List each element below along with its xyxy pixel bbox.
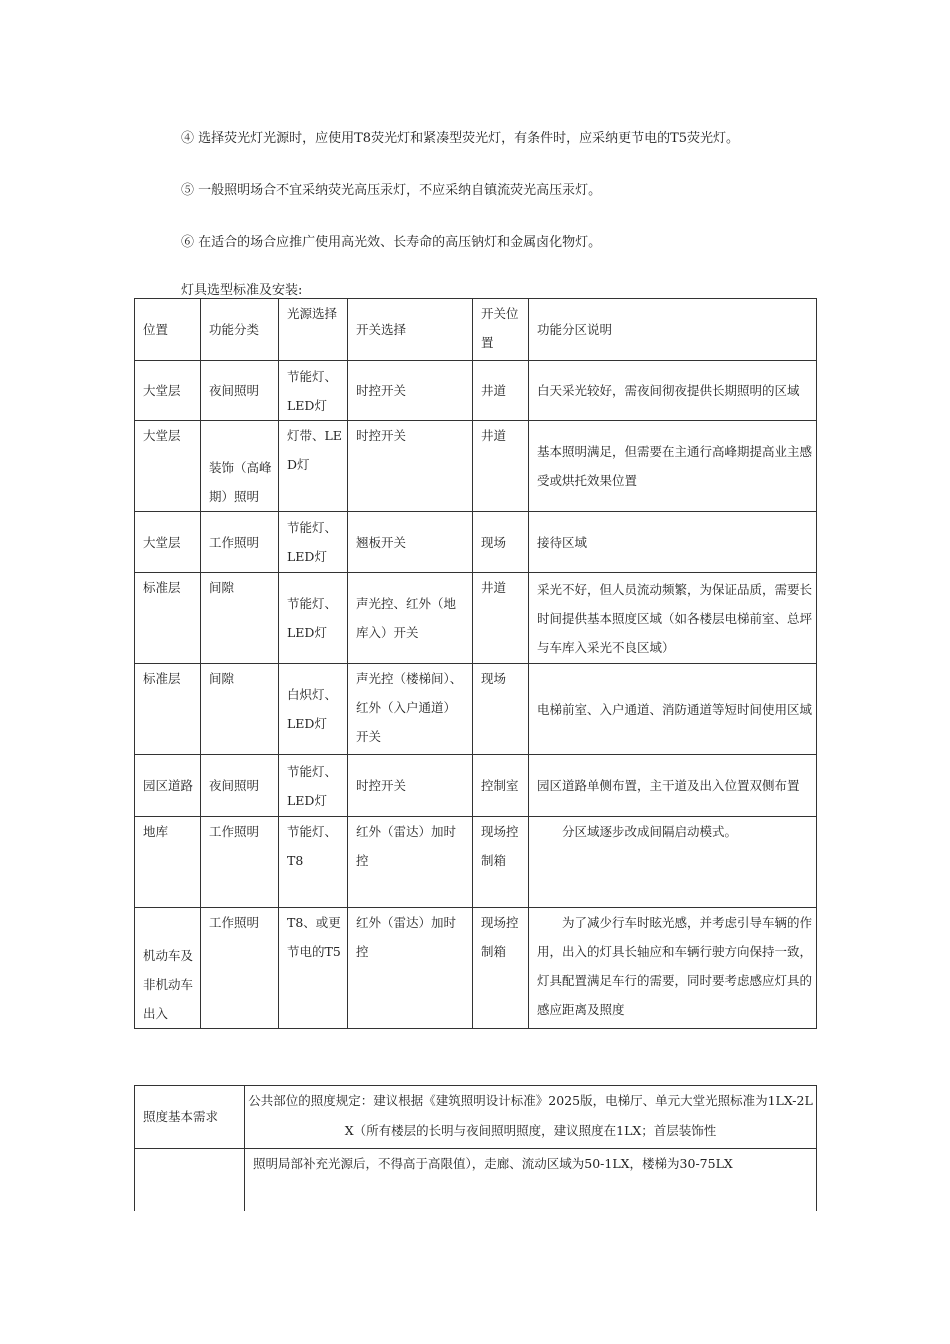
table-row	[135, 573, 817, 664]
table-cell: 园区道路单侧布置，主干道及出入位置双侧布置	[529, 755, 817, 817]
table-cell: 现场	[473, 664, 529, 755]
table-cell: 灯带、LED灯	[279, 421, 348, 512]
illuminance-text-continued: 照明局部补充光源后，不得高于高限值），走廊、流动区域为50-1LX，楼梯为30-75LX	[245, 1149, 817, 1211]
lighting-table	[134, 298, 817, 1029]
table-cell: 园区道路	[135, 755, 201, 817]
table-cell: 井道	[473, 361, 529, 421]
table-cell: 红外（雷达）加时控	[348, 817, 473, 908]
illuminance-label: 照度基本需求	[135, 1086, 245, 1149]
table-cell: 红外（雷达）加时控	[348, 908, 473, 1029]
table-cell: 白天采光较好，需夜间彻夜提供长期照明的区域	[529, 361, 817, 421]
table-cell: 电梯前室、入户通道、消防通道等短时间使用区域	[529, 664, 817, 755]
table-row	[135, 908, 817, 1029]
header-cell: 光源选择	[279, 299, 348, 361]
header-cell: 位置	[135, 299, 201, 361]
table-cell: 接待区域	[529, 512, 817, 573]
table-cell: 基本照明满足，但需要在主通行高峰期提高业主感受或烘托效果位置	[529, 421, 817, 512]
paragraph-4: ④ 选择荧光灯光源时，应使用T8荧光灯和紧凑型荧光灯，有条件时，应采纳更节电的T5荧光灯。	[181, 131, 740, 146]
table-cell: 大堂层	[135, 421, 201, 512]
table-cell: 夜间照明	[201, 361, 279, 421]
table-row	[135, 664, 817, 755]
table-cell: 节能灯、T8	[279, 817, 348, 908]
table-row	[135, 817, 817, 908]
header-cell: 开关位置	[473, 299, 529, 361]
table-cell: 节能灯、LED灯	[279, 361, 348, 421]
table-cell: 井道	[473, 573, 529, 664]
table-row	[135, 512, 817, 573]
table-cell: 声光控（楼梯间）、红外（入户通道）开关	[348, 664, 473, 755]
header-cell: 功能分区说明	[529, 299, 817, 361]
header-cell: 开关选择	[348, 299, 473, 361]
table-cell: 机动车及非机动车出入	[135, 908, 201, 1029]
table-cell: 控制室	[473, 755, 529, 817]
table-cell: T8、或更节电的T5	[279, 908, 348, 1029]
table-cell: 工作照明	[201, 817, 279, 908]
paragraph-5: ⑤ 一般照明场合不宜采纳荧光高压汞灯，不应采纳自镇流荧光高压汞灯。	[181, 183, 602, 198]
paragraph-6: ⑥ 在适合的场合应推广使用高光效、长寿命的高压钠灯和金属卤化物灯。	[181, 235, 602, 250]
table-cell: 大堂层	[135, 512, 201, 573]
table-cell: 井道	[473, 421, 529, 512]
table-row	[135, 1149, 817, 1211]
table-cell: 节能灯、LED灯	[279, 512, 348, 573]
table-cell: 标准层	[135, 664, 201, 755]
table-cell: 时控开关	[348, 361, 473, 421]
table-caption: 灯具选型标准及安装:	[181, 283, 303, 298]
table-cell: 装饰（高峰期）照明	[201, 421, 279, 512]
table-cell: 节能灯、LED灯	[279, 755, 348, 817]
table-header-row	[135, 299, 817, 361]
table-cell: 大堂层	[135, 361, 201, 421]
table-cell: 时控开关	[348, 421, 473, 512]
table-cell: 声光控、红外（地库入）开关	[348, 573, 473, 664]
table-cell: 地库	[135, 817, 201, 908]
table-cell: 现场	[473, 512, 529, 573]
table-cell: 节能灯、LED灯	[279, 573, 348, 664]
table-cell: 采光不好，但人员流动频繁，为保证品质，需要长时间提供基本照度区域（如各楼层电梯前室、总坪与车库入采光不良区域）	[529, 573, 817, 664]
table-row	[135, 755, 817, 817]
table-cell: 现场控制箱	[473, 817, 529, 908]
table-cell: 为了减少行车时眩光感，并考虑引导车辆的作用，出入的灯具长轴应和车辆行驶方向保持一致，灯具配置满足车行的需要，同时要考虑感应灯具的感应距离及照度	[529, 908, 817, 1029]
table-cell: 工作照明	[201, 908, 279, 1029]
illuminance-text: 公共部位的照度规定：建议根据《建筑照明设计标准》2025版，电梯厅、单元大堂光照标准为1LX-2LX（所有楼层的长明与夜间照明照度，建议照度在1LX；首层装饰性	[245, 1086, 817, 1149]
table-cell: 间隙	[201, 664, 279, 755]
table-cell: 时控开关	[348, 755, 473, 817]
table-row	[135, 361, 817, 421]
table-cell	[135, 1149, 245, 1211]
table-cell: 夜间照明	[201, 755, 279, 817]
table-cell: 白炽灯、LED灯	[279, 664, 348, 755]
table-cell: 间隙	[201, 573, 279, 664]
table-cell: 现场控制箱	[473, 908, 529, 1029]
table-cell: 分区域逐步改成间隔启动模式。	[529, 817, 817, 908]
table-cell: 工作照明	[201, 512, 279, 573]
table-cell: 翘板开关	[348, 512, 473, 573]
table-row	[135, 421, 817, 512]
illuminance-table	[134, 1085, 817, 1211]
table-row	[135, 1086, 817, 1149]
header-cell: 功能分类	[201, 299, 279, 361]
table-cell: 标准层	[135, 573, 201, 664]
